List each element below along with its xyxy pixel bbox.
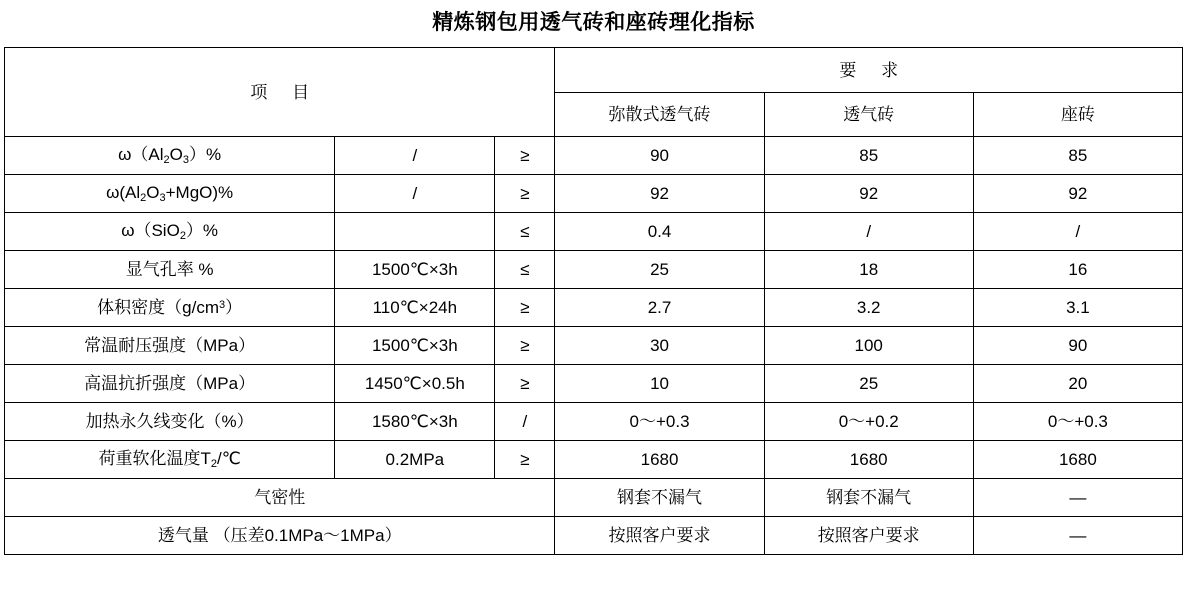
cell-permeable-brick: 按照客户要求: [764, 517, 973, 555]
row-comparison-symbol: ≥: [495, 441, 555, 479]
cell-permeable-brick: 92: [764, 175, 973, 213]
row-test-condition: 110℃×24h: [335, 289, 495, 327]
cell-diffuse-brick: 0.4: [555, 213, 764, 251]
cell-seat-brick: 92: [973, 175, 1182, 213]
row-test-condition: 0.2MPa: [335, 441, 495, 479]
table-row: [5, 327, 1183, 365]
row-property-name: 荷重软化温度$T_2/℃$: [5, 441, 335, 479]
cell-seat-brick: —: [973, 517, 1182, 555]
cell-diffuse-brick: 0～+0.3: [555, 403, 764, 441]
page-title: 精炼钢包用透气砖和座砖理化指标: [432, 11, 755, 34]
row-property-name: 气密性: [5, 479, 555, 517]
cell-seat-brick: 90: [973, 327, 1182, 365]
cell-permeable-brick: 钢套不漏气: [764, 479, 973, 517]
cell-seat-brick: 16: [973, 251, 1182, 289]
cell-permeable-brick: 85: [764, 137, 973, 175]
table-row: [5, 137, 1183, 175]
row-comparison-symbol: ≥: [495, 289, 555, 327]
table-row: [5, 517, 1183, 555]
cell-diffuse-brick: 10: [555, 365, 764, 403]
table-header-row-1: [5, 48, 1183, 93]
cell-seat-brick: 20: [973, 365, 1182, 403]
table-row: [5, 479, 1183, 517]
cell-permeable-brick: 25: [764, 365, 973, 403]
row-test-condition: 1500℃×3h: [335, 327, 495, 365]
row-comparison-symbol: ≥: [495, 365, 555, 403]
row-test-condition: [335, 213, 495, 251]
cell-permeable-brick: 100: [764, 327, 973, 365]
cell-seat-brick: 3.1: [973, 289, 1182, 327]
table-row: [5, 175, 1183, 213]
cell-permeable-brick: 18: [764, 251, 973, 289]
cell-seat-brick: 1680: [973, 441, 1182, 479]
cell-diffuse-brick: 1680: [555, 441, 764, 479]
header-item: 项 目: [5, 48, 555, 137]
row-comparison-symbol: ≥: [495, 327, 555, 365]
cell-permeable-brick: /: [764, 213, 973, 251]
table-row: [5, 289, 1183, 327]
table-row: [5, 213, 1183, 251]
row-comparison-symbol: /: [495, 403, 555, 441]
table-row: [5, 403, 1183, 441]
cell-diffuse-brick: 30: [555, 327, 764, 365]
cell-diffuse-brick: 90: [555, 137, 764, 175]
header-requirement: 要 求: [555, 48, 1183, 93]
table-body: [5, 48, 1183, 555]
cell-permeable-brick: 1680: [764, 441, 973, 479]
row-test-condition: 1500℃×3h: [335, 251, 495, 289]
cell-seat-brick: 85: [973, 137, 1182, 175]
cell-seat-brick: 0～+0.3: [973, 403, 1182, 441]
row-comparison-symbol: ≤: [495, 213, 555, 251]
cell-seat-brick: /: [973, 213, 1182, 251]
spec-table: [4, 47, 1183, 555]
table-row: [5, 441, 1183, 479]
row-property-name: 加热永久线变化（%）: [5, 403, 335, 441]
header-col-seat-brick: 座砖: [973, 93, 1182, 137]
header-col-permeable-brick: 透气砖: [764, 93, 973, 137]
table-row: [5, 365, 1183, 403]
cell-diffuse-brick: 按照客户要求: [555, 517, 764, 555]
cell-diffuse-brick: 92: [555, 175, 764, 213]
row-test-condition: 1450℃×0.5h: [335, 365, 495, 403]
cell-diffuse-brick: 25: [555, 251, 764, 289]
row-property-name: $\omega(Al_2O_3)\%$: [5, 137, 335, 175]
row-property-name: 显气孔率 %: [5, 251, 335, 289]
row-test-condition: 1580℃×3h: [335, 403, 495, 441]
row-property-name: ω（SiO$_2$）%: [5, 213, 335, 251]
row-property-name: 常温耐压强度（MPa）: [5, 327, 335, 365]
row-comparison-symbol: ≥: [495, 175, 555, 213]
cell-permeable-brick: 0～+0.2: [764, 403, 973, 441]
table-row: [5, 251, 1183, 289]
row-property-name: 体积密度$(g/cm^3)$: [5, 289, 335, 327]
cell-permeable-brick: 3.2: [764, 289, 973, 327]
row-test-condition: /: [335, 137, 495, 175]
cell-seat-brick: —: [973, 479, 1182, 517]
row-property-name: 高温抗折强度（MPa）: [5, 365, 335, 403]
row-comparison-symbol: ≤: [495, 251, 555, 289]
header-col-diffuse-brick: 弥散式透气砖: [555, 93, 764, 137]
row-property-name: 透气量 （压差0.1MPa～1MPa）: [5, 517, 555, 555]
row-test-condition: /: [335, 175, 495, 213]
row-comparison-symbol: ≥: [495, 137, 555, 175]
cell-diffuse-brick: 2.7: [555, 289, 764, 327]
cell-diffuse-brick: 钢套不漏气: [555, 479, 764, 517]
row-property-name: $\omega(Al_2O_3+MgO)\%$: [5, 175, 335, 213]
